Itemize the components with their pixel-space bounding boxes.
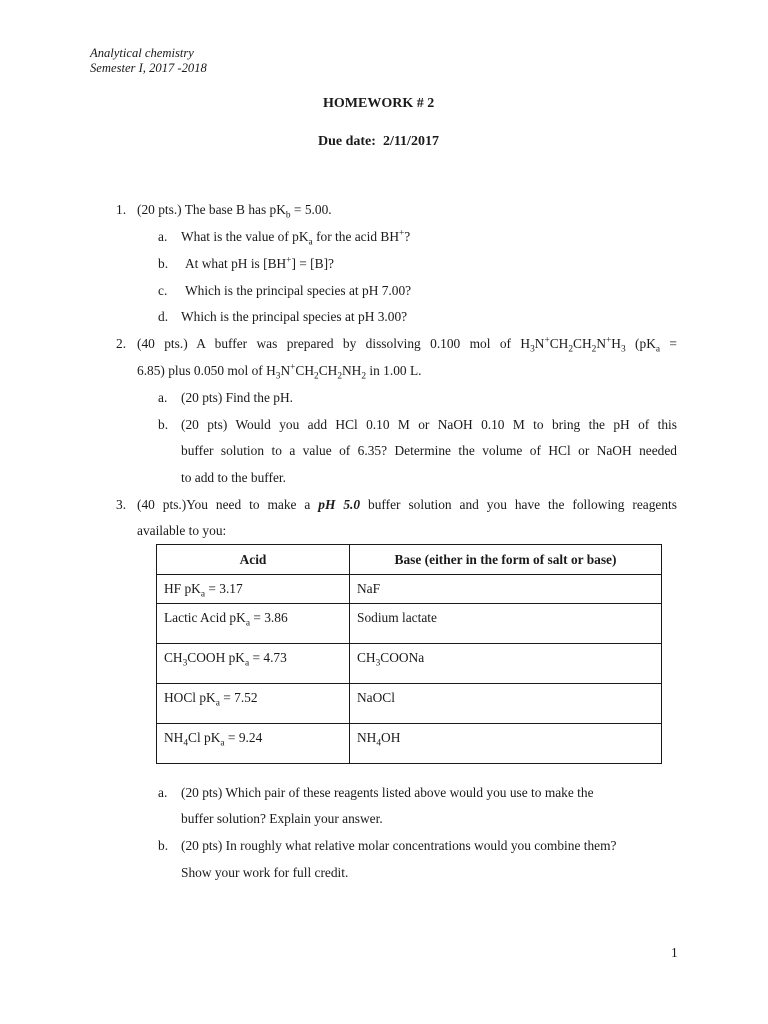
due-date-value: 2/11/2017 <box>382 134 439 149</box>
q1b-marker: b. <box>158 256 169 271</box>
base-cell: NaF <box>350 575 662 604</box>
page-number: 1 <box>671 945 678 960</box>
q3-number: 3. <box>116 497 127 512</box>
q1d-marker: d. <box>158 309 169 324</box>
q2-line-1: (40 pts.) A buffer was prepared by dissolving 0.100 mol of $H_3N^+CH_2CH_2N^+H_3$ ($pK_a$ = <box>137 335 677 355</box>
column-header-acid: Acid <box>157 545 350 575</box>
table-row <box>157 604 662 644</box>
base-cell: Sodium lactate <box>350 604 662 644</box>
base-cell: $CH_3COONa$ <box>350 644 662 684</box>
q2b-line-3: to add to the buffer. <box>181 470 286 485</box>
table-header-row <box>157 545 662 575</box>
q3a-marker: a. <box>158 785 168 800</box>
q1c-marker: c. <box>158 283 168 298</box>
table-row <box>157 724 662 764</box>
semester: Semester I, 2017 -2018 <box>90 61 207 75</box>
q3b-line-1: (20 pts) In roughly what relative molar concentrations would you combine them? <box>181 838 617 853</box>
q2-formula-1: $H_3N^+CH_2CH_2N^+H_3$ <box>520 335 626 355</box>
base-cell: NaOCl <box>350 684 662 724</box>
acid-cell: $CH_3COOH$ $pK_a = 4.73$ <box>157 644 350 684</box>
acid-cell: HF $pK_a = 3.17$ <box>157 575 350 604</box>
column-header-base: Base (either in the form of salt or base) <box>350 545 662 575</box>
q1-text: (20 pts.) The base B has $pK_b = 5.00$. <box>137 202 332 221</box>
acid-cell: $NH_4Cl$ $pK_a = 9.24$ <box>157 724 350 764</box>
q3b-line-2: Show your work for full credit. <box>181 865 349 880</box>
q2a-text: (20 pts) Find the pH. <box>181 390 293 405</box>
q1c-text: Which is the principal species at pH 7.00? <box>185 283 412 298</box>
due-date <box>318 134 439 150</box>
table-row <box>157 644 662 684</box>
table-row <box>157 684 662 724</box>
table-row <box>157 575 662 604</box>
q2b-marker: b. <box>158 417 169 432</box>
base-cell: $NH_4OH$ <box>350 724 662 764</box>
q2a-marker: a. <box>158 390 168 405</box>
q3b-marker: b. <box>158 838 169 853</box>
due-date-label: Due date: <box>318 134 376 149</box>
q1d-text: Which is the principal species at pH 3.00? <box>181 309 408 324</box>
q1a-text: What is the value of $pK_a$ for the acid BH+? <box>181 228 411 248</box>
acid-cell: Lactic Acid $pK_a = 3.86$ <box>157 604 350 644</box>
q3a-line-2: buffer solution? Explain your answer. <box>181 811 383 826</box>
q2-line-2: 6.85) plus 0.050 mol of $H_3N^+CH_2CH_2NH_2$ in 1.00 L. <box>137 362 422 382</box>
acid-cell: HOCl $pK_a = 7.52$ <box>157 684 350 724</box>
q1a-marker: a. <box>158 229 168 244</box>
q1-number: 1. <box>116 202 127 217</box>
course-name: Analytical chemistry <box>90 46 194 60</box>
q3a-line-1: (20 pts) Which pair of these reagents listed above would you use to make the <box>181 785 594 800</box>
q2-number: 2. <box>116 336 127 351</box>
q3-line-2: available to you: <box>137 523 227 538</box>
q3-line-1: (40 pts.)You need to make a pH 5.0 buffer solution and you have the following reagents <box>137 497 677 512</box>
reagents-table <box>156 544 662 764</box>
q2b-line-1: (20 pts) Would you add HCl 0.10 M or NaOH 0.10 M to bring the pH of this <box>181 417 677 432</box>
q1b-text: At what pH is [BH+] = [B]? <box>185 255 334 271</box>
q2-formula-2: $H_3N^+CH_2CH_2NH_2$ <box>266 362 367 382</box>
q3-target-ph: pH 5.0 <box>318 497 361 512</box>
q2b-line-2: buffer solution to a value of 6.35? Determine the volume of HCl or NaOH needed <box>181 443 677 458</box>
page-title: HOMEWORK # 2 <box>323 96 435 111</box>
